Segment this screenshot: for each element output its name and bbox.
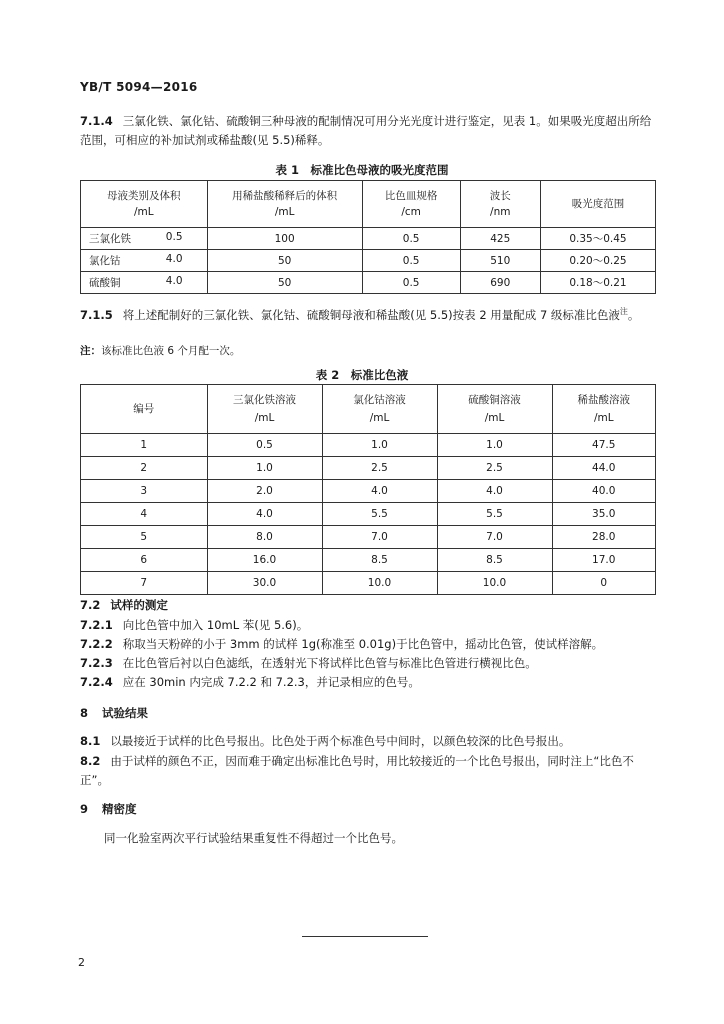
table2-cell: 17.0 <box>552 549 656 572</box>
table1-cell-wl: 510 <box>460 250 541 272</box>
table2-cell: 8.0 <box>207 526 322 549</box>
table2-header-cell: 稀盐酸溶液 /mL <box>552 385 656 434</box>
section-number: 9 <box>80 802 89 816</box>
table2-header-cell: 氯化钴溶液 /mL <box>322 385 437 434</box>
table1-cell-wl: 690 <box>460 272 541 294</box>
table1-header-cell: 母液类别及体积 /mL <box>81 181 208 228</box>
table2-cell: 10.0 <box>437 572 552 595</box>
clause-7-2-3 <box>80 654 656 673</box>
table2-cell: 35.0 <box>552 503 656 526</box>
table1-cell-dil: 50 <box>207 272 362 294</box>
table2-header-cell: 编号 <box>81 385 208 434</box>
table2-cell: 7.0 <box>437 526 552 549</box>
solution-volume: 4.0 <box>165 275 183 287</box>
table2-cell: 7.0 <box>322 526 437 549</box>
table2-cell: 28.0 <box>552 526 656 549</box>
table2-cell: 2.0 <box>207 480 322 503</box>
note-text: 该标准比色液 6 个月配一次。 <box>101 345 241 357</box>
table-2 <box>80 384 656 595</box>
section-title: 精密度 <box>102 802 137 816</box>
solution-name: 三氯化铁 <box>89 233 131 245</box>
table1-cell-dil: 50 <box>207 250 362 272</box>
table2-cell: 40.0 <box>552 480 656 503</box>
table1-header-cell: 波长 /nm <box>460 181 541 228</box>
table1-cell-abs: 0.20～0.25 <box>541 250 656 272</box>
table2-cell: 47.5 <box>552 434 656 457</box>
clause-8-2 <box>80 752 656 790</box>
solution-volume: 4.0 <box>165 253 183 265</box>
clause-text: 应在 30min 内完成 7.2.2 和 7.2.3，并记录相应的色号。 <box>122 675 420 689</box>
table2-cell: 4.0 <box>207 503 322 526</box>
table2-cell: 10.0 <box>322 572 437 595</box>
table2-cell: 4 <box>81 503 208 526</box>
clause-7-2-4 <box>80 673 656 692</box>
clause-8-1 <box>80 732 656 751</box>
table2-cell: 7 <box>81 572 208 595</box>
table2-cell: 1 <box>81 434 208 457</box>
table-row <box>81 503 656 526</box>
table2-cell: 0.5 <box>207 434 322 457</box>
solution-cell <box>81 250 208 272</box>
table-row <box>81 250 656 272</box>
table-row <box>81 572 656 595</box>
clause-text-tail: 。 <box>627 307 640 322</box>
table1-cell-cell: 0.5 <box>362 250 460 272</box>
solution-cell <box>81 228 208 250</box>
solution-name: 硫酸铜 <box>89 277 121 289</box>
table-row <box>81 434 656 457</box>
table2-header-cell: 三氯化铁溶液 /mL <box>207 385 322 434</box>
table1-cell-abs: 0.18～0.21 <box>541 272 656 294</box>
clause-number: 8.1 <box>80 734 101 748</box>
table1-cell-cell: 0.5 <box>362 272 460 294</box>
clause-number: 7.1.5 <box>80 307 113 322</box>
table2-cell: 1.0 <box>322 434 437 457</box>
table2-cell: 8.5 <box>322 549 437 572</box>
table1-cell-cell: 0.5 <box>362 228 460 250</box>
section-title: 试样的测定 <box>110 598 168 612</box>
table-header-row <box>81 385 656 434</box>
note <box>80 343 240 358</box>
clause-text: 称取当天粉碎的小于 3mm 的试样 1g(称准至 0.01g)于比色管中，摇动比色管，使试样溶解。 <box>122 637 604 651</box>
table2-cell: 6 <box>81 549 208 572</box>
table-row <box>81 526 656 549</box>
table2-header-cell: 硫酸铜溶液 /mL <box>437 385 552 434</box>
clause-number: 7.2.1 <box>80 618 113 632</box>
table1-header-cell: 比色皿规格 /cm <box>362 181 460 228</box>
footnote-marker: 注 <box>619 307 628 316</box>
table2-cell: 0 <box>552 572 656 595</box>
table2-cell: 5 <box>81 526 208 549</box>
solution-name: 氯化钴 <box>89 255 121 267</box>
table-header-row <box>81 181 656 228</box>
table-row <box>81 228 656 250</box>
clause-text: 将上述配制好的三氯化铁、氯化钴、硫酸铜母液和稀盐酸(见 5.5)按表 2 用量配成 7 级标准比色液 <box>122 307 620 322</box>
table1-caption: 表 1 标准比色母液的吸光度范围 <box>275 163 449 177</box>
section-number: 8 <box>80 706 89 720</box>
clause-text: 由于试样的颜色不正，因而难于确定出标准比色号时，用比较接近的一个比色号报出，同时注上“比色不正”。 <box>80 754 634 787</box>
table-1 <box>80 180 656 294</box>
table-row <box>81 457 656 480</box>
table2-cell: 16.0 <box>207 549 322 572</box>
table2-cell: 5.5 <box>437 503 552 526</box>
table2-caption: 表 2 标准比色液 <box>315 368 409 382</box>
section-8 <box>80 705 148 721</box>
clause-7-1-5 <box>80 302 656 325</box>
table2-cell: 1.0 <box>207 457 322 480</box>
clause-text: 向比色管中加入 10mL 苯(见 5.6)。 <box>122 618 309 632</box>
table-row <box>81 272 656 294</box>
table1-cell-abs: 0.35～0.45 <box>541 228 656 250</box>
section-7-2 <box>80 597 168 613</box>
section-9 <box>80 801 137 817</box>
table2-cell: 4.0 <box>322 480 437 503</box>
table-row <box>81 480 656 503</box>
note-label: 注： <box>80 345 101 357</box>
clause-number: 7.1.4 <box>80 114 113 128</box>
table2-cell: 2 <box>81 457 208 480</box>
table2-cell: 5.5 <box>322 503 437 526</box>
clause-7-1-4 <box>80 112 656 150</box>
clause-number: 7.2.2 <box>80 637 113 651</box>
clause-number: 7.2.4 <box>80 675 113 689</box>
clause-number: 8.2 <box>80 754 101 768</box>
table1-cell-dil: 100 <box>207 228 362 250</box>
table2-cell: 44.0 <box>552 457 656 480</box>
table1-header-cell: 用稀盐酸稀释后的体积 /mL <box>207 181 362 228</box>
table2-cell: 1.0 <box>437 434 552 457</box>
table2-cell: 4.0 <box>437 480 552 503</box>
solution-cell <box>81 272 208 294</box>
standard-number: YB/T 5094—2016 <box>80 80 198 94</box>
section-title: 试验结果 <box>102 706 149 720</box>
page-number: 2 <box>78 956 85 969</box>
section-number: 7.2 <box>80 598 101 612</box>
table-row <box>81 549 656 572</box>
table2-cell: 2.5 <box>322 457 437 480</box>
table1-header-cell: 吸光度范围 <box>541 181 656 228</box>
table2-cell: 8.5 <box>437 549 552 572</box>
table1-cell-wl: 425 <box>460 228 541 250</box>
table2-cell: 3 <box>81 480 208 503</box>
clause-text: 三氯化铁、氯化钴、硫酸铜三种母液的配制情况可用分光光度计进行鉴定，见表 1。如果吸光度超出所给范围，可相应的补加试剂或稀盐酸(见 5.5)稀释。 <box>80 114 652 147</box>
clause-7-2-2 <box>80 635 656 654</box>
clause-text: 在比色管后衬以白色滤纸，在透射光下将试样比色管与标准比色管进行横视比色。 <box>122 656 537 670</box>
clause-7-2-1 <box>80 616 656 635</box>
clause-number: 7.2.3 <box>80 656 113 670</box>
table2-cell: 30.0 <box>207 572 322 595</box>
table2-cell: 2.5 <box>437 457 552 480</box>
clause-9-text: 同一化验室两次平行试验结果重复性不得超过一个比色号。 <box>104 831 403 845</box>
end-rule <box>302 936 428 937</box>
solution-volume: 0.5 <box>165 231 183 243</box>
clause-text: 以最接近于试样的比色号报出。比色处于两个标准色号中间时，以颜色较深的比色号报出。 <box>110 734 571 748</box>
